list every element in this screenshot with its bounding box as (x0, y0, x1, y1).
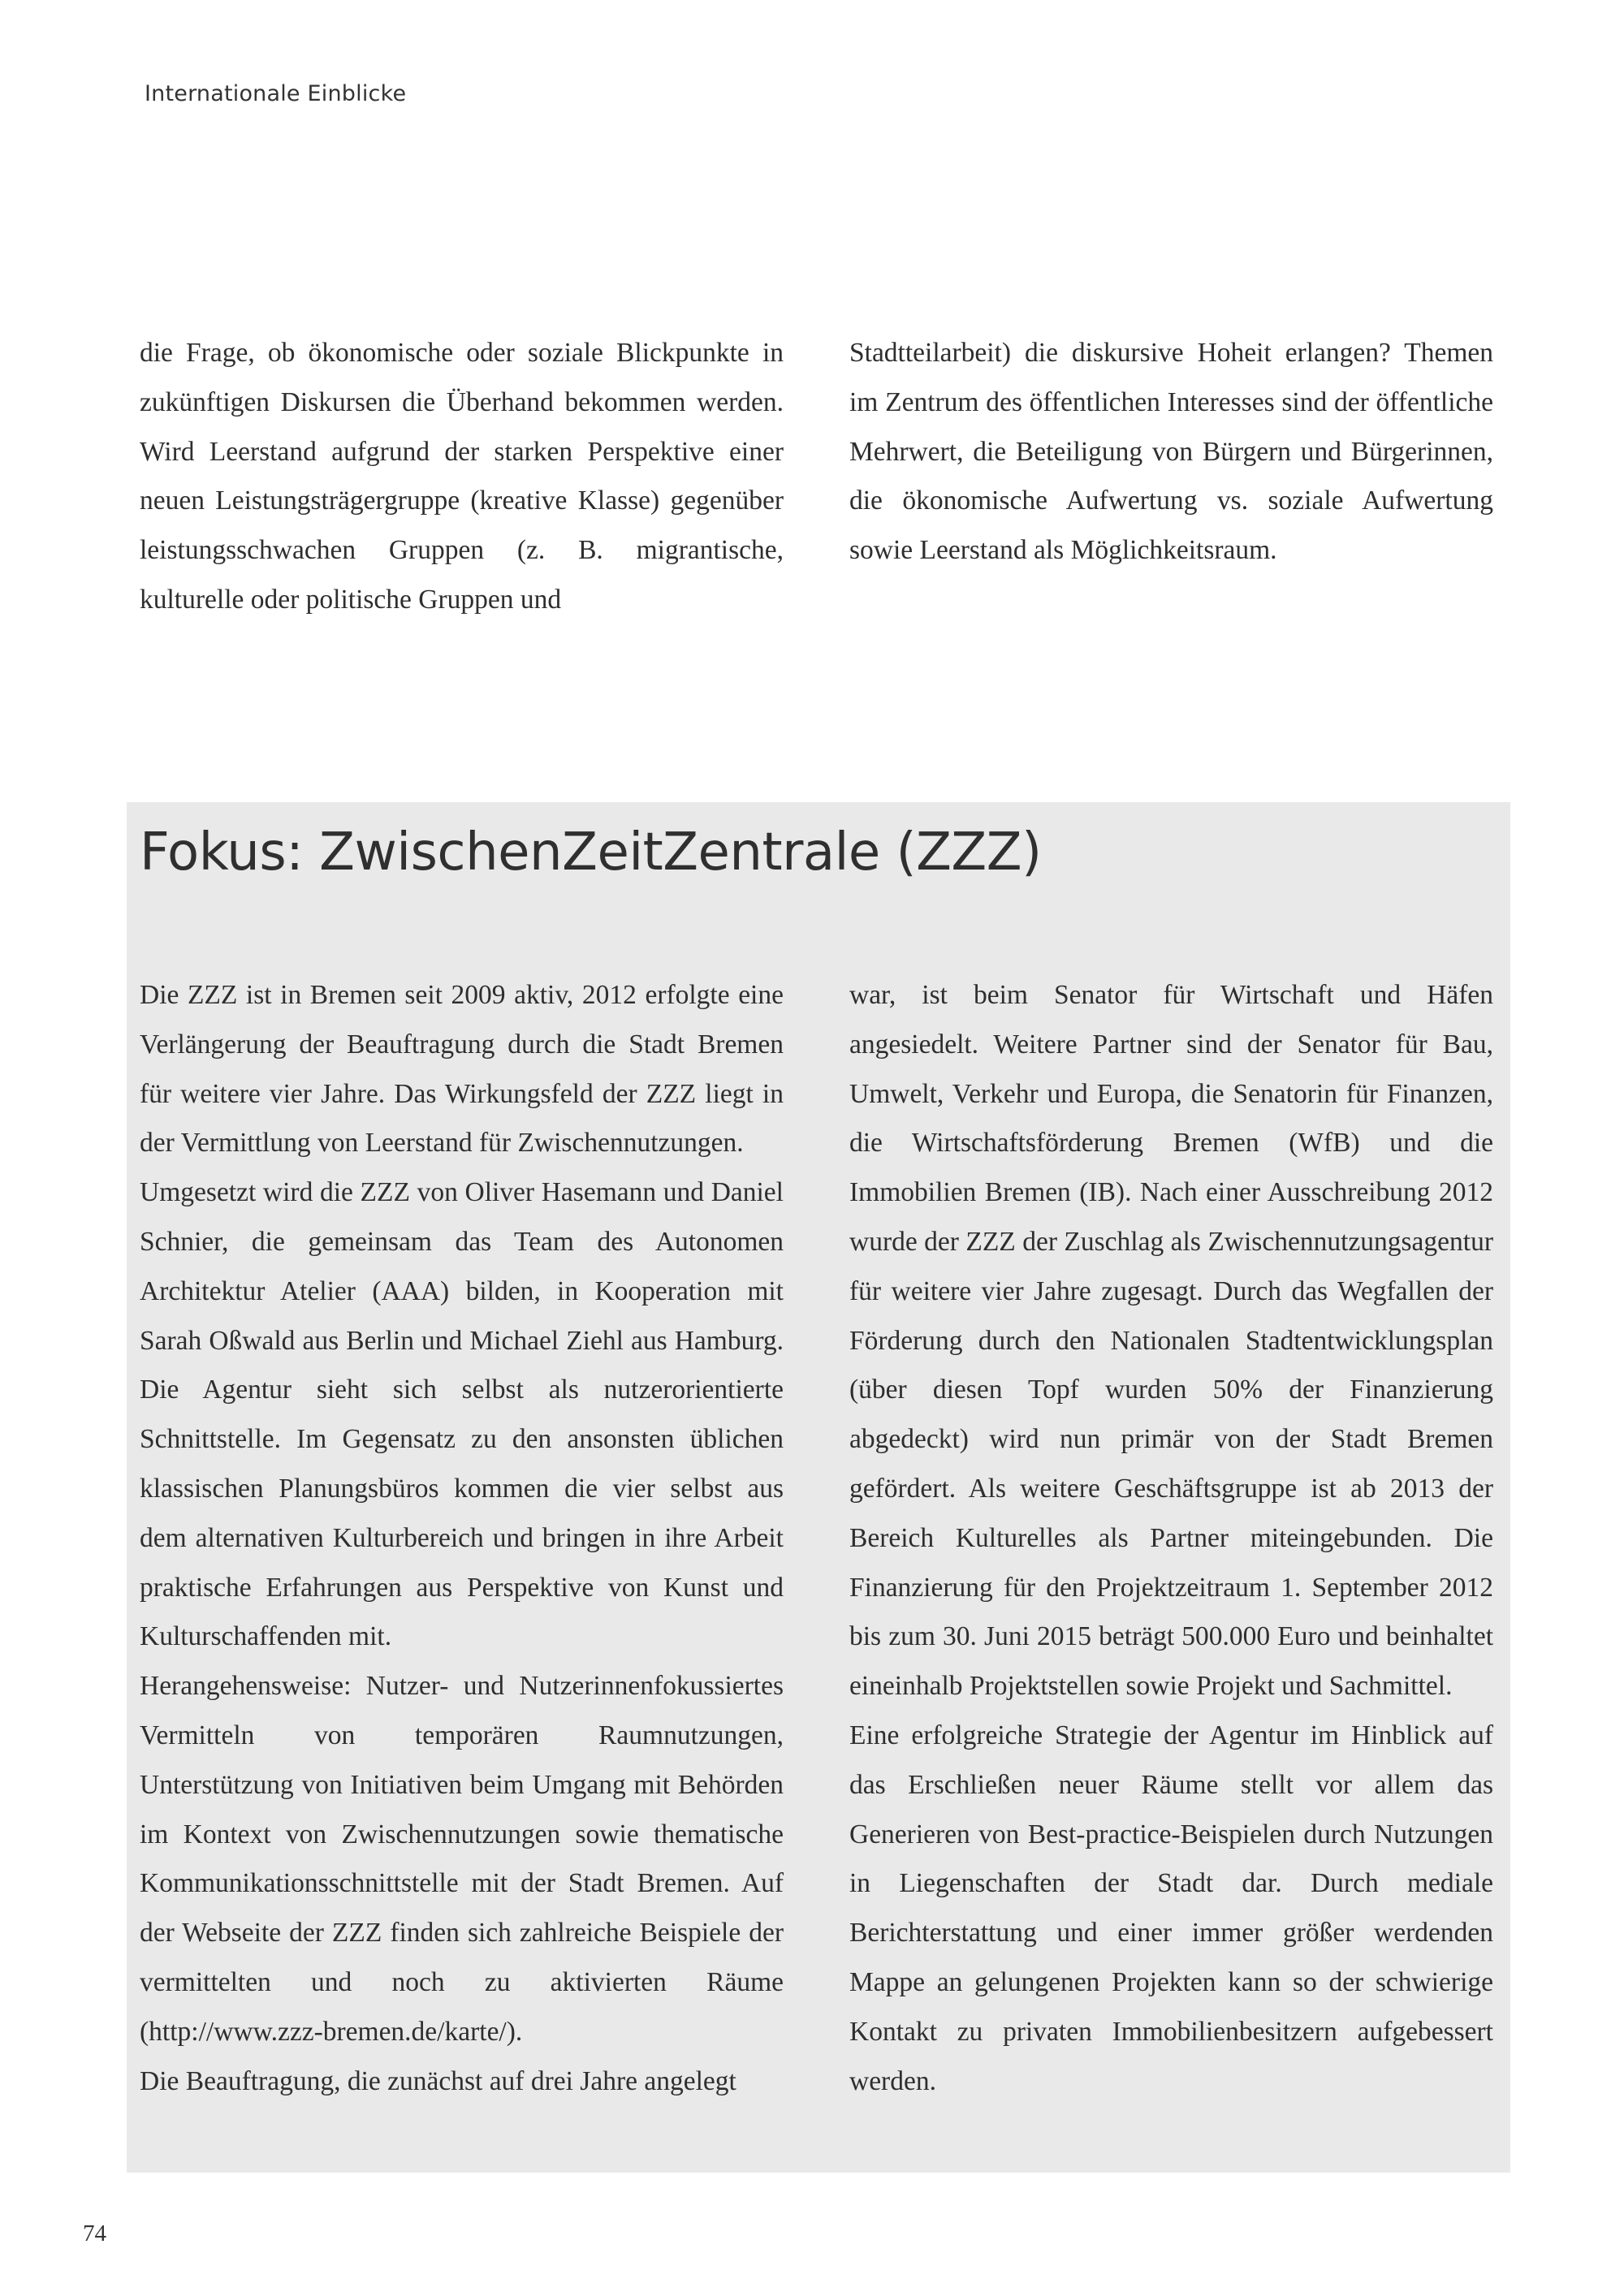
intro-right-column (849, 329, 1493, 576)
focus-left-paragraph-1: Die ZZZ ist in Bremen seit 2009 aktiv, 2012 erfolgte eine Verlängerung der Beauftragung durch die Stadt Bremen für weitere vier Jahre. Das Wirkungsfeld der ZZZ liegt in der Vermittlung von Leerstand für Zwischennutzungen. (140, 980, 784, 1159)
running-head: Internationale Einblicke (145, 81, 407, 106)
focus-right-column (849, 971, 1493, 2106)
intro-right-paragraph: Stadtteilarbeit) die diskursive Hoheit erlangen? Themen im Zentrum des öffentlichen Interesses sind der öffentliche Mehrwert, die Beteiligung von Bürgern und Bürgerinnen, die ökonomische Aufwertung vs. soziale Aufwertung sowie Leerstand als Möglichkeitsraum. (849, 338, 1493, 566)
focus-left-paragraph-3: Herangehensweise: Nutzer- und Nutzerinnenfokussiertes Vermitteln von temporären Raumnutzungen, Unterstützung von Initiativen beim Umgang mit Behörden im Kontext von Zwischennutzungen sowie thematische Kommunikationsschnittstelle mit der Stadt Bremen. Auf der Webseite der ZZZ finden sich zahlreiche Beispiele der vermittelten und noch zu aktivierten Räume (http://www.zzz-bremen.de/karte/). (140, 1671, 784, 2047)
focus-left-column (140, 971, 784, 2106)
focus-title: Fokus: ZwischenZeitZentrale (ZZZ) (140, 822, 1042, 883)
focus-right-paragraph-2: Eine erfolgreiche Strategie der Agentur im Hinblick auf das Erschließen neuer Räume stellt vor allem das Generieren von Best-practice-Beispielen durch Nutzungen in Liegenschaften der Stadt dar. Durch mediale Berichterstattung und einer immer größer werdenden Mappe an gelungenen Projekten kann so der schwierige Kontakt zu privaten Immobilienbesitzern aufgebessert werden. (849, 1720, 1493, 2096)
page-number: 74 (83, 2220, 106, 2246)
intro-left-column (140, 329, 784, 625)
focus-right-paragraph-1: war, ist beim Senator für Wirtschaft und Häfen angesiedelt. Weitere Partner sind der Senator für Bau, Umwelt, Verkehr und Europa, die Senatorin für Finanzen, die Wirtschaftsförderung Bremen (WfB) und die Immobilien Bremen (IB). Nach einer Ausschreibung 2012 wurde der ZZZ der Zuschlag als Zwischennutzungsagentur für weitere vier Jahre zugesagt. Durch das Wegfallen der Förderung durch den Nationalen Stadtentwicklungsplan (über diesen Topf wurden 50% der Finanzierung abgedeckt) wird nun primär von der Stadt Bremen gefördert. Als weitere Geschäftsgruppe ist ab 2013 der Bereich Kulturelles als Partner miteingebunden. Die Finanzierung für den Projektzeitraum 1. September 2012 bis zum 30. Juni 2015 beträgt 500.000 Euro und beinhaltet eineinhalb Projektstellen sowie Projekt und Sachmittel. (849, 980, 1493, 1702)
intro-left-paragraph: die Frage, ob ökonomische oder soziale Blickpunkte in zukünftigen Diskursen die Überhand bekommen werden. Wird Leerstand aufgrund der starken Perspektive einer neuen Leistungsträgergruppe (kreative Klasse) gegenüber leistungsschwachen Gruppen (z. B. migrantische, kulturelle oder politische Gruppen und (140, 338, 784, 615)
focus-left-paragraph-2: Umgesetzt wird die ZZZ von Oliver Hasemann und Daniel Schnier, die gemeinsam das Team des Autonomen Architektur Atelier (AAA) bilden, in Kooperation mit Sarah Oßwald aus Berlin und Michael Ziehl aus Hamburg. Die Agentur sieht sich selbst als nutzerorientierte Schnittstelle. Im Gegensatz zu den ansonsten üblichen klassischen Planungsbüros kommen die vier selbst aus dem alternativen Kulturbereich und bringen in ihre Arbeit praktische Erfahrungen aus Perspektive von Kunst und Kulturschaffenden mit. (140, 1177, 784, 1652)
focus-left-paragraph-4: Die Beauftragung, die zunächst auf drei Jahre angelegt (140, 2065, 736, 2096)
